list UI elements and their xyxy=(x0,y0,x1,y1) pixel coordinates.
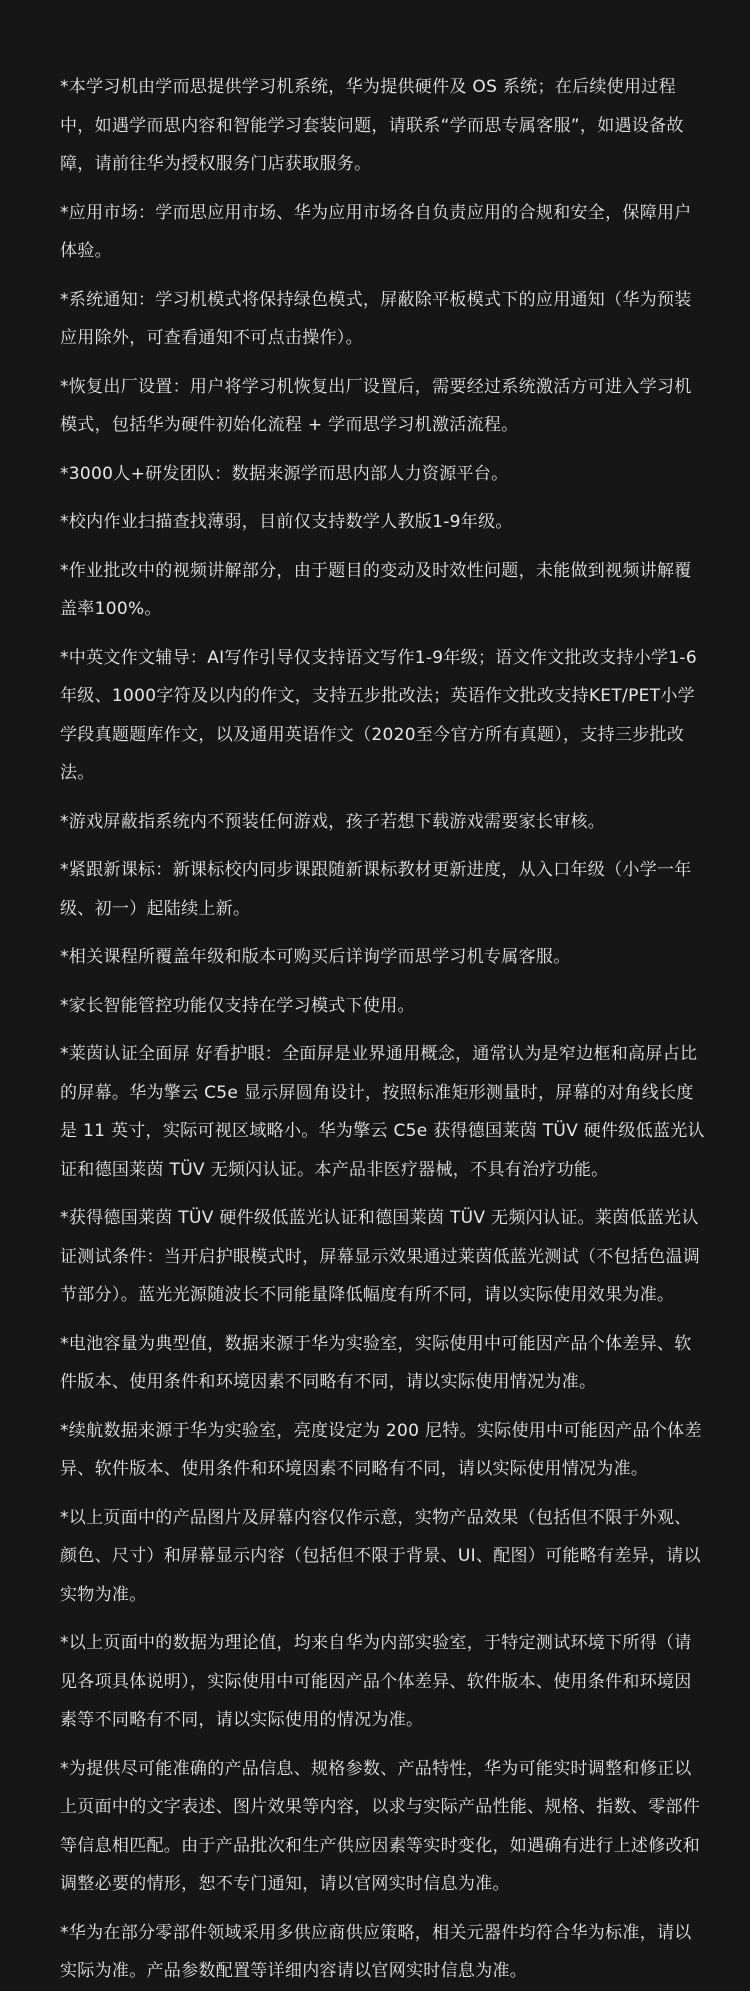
note-video-explanation: *作业批改中的视频讲解部分，由于题目的变动及时效性问题，未能做到视频讲解覆盖率100%。 xyxy=(60,560,692,619)
note-factory-reset: *恢复出厂设置：用户将学习机恢复出厂设置后，需要经过系统激活方可进入学习机模式，包括华为硬件初始化流程 + 学而思学习机激活流程。 xyxy=(60,376,692,435)
note-learning-system: *本学习机由学而思提供学习机系统，华为提供硬件及 OS 系统；在后续使用过程中，如遇学而思内容和智能学习套装问题，请联系“学而思专属客服”，如遇设备故障，请前往华为授权服务门店获取服务。 xyxy=(60,77,684,174)
note-battery-life: *续航数据来源于华为实验室，亮度设定为 200 尼特。实际使用中可能因产品个体差异、软件版本、使用条件和环境因素不同略有不同，请以实际使用情况为准。 xyxy=(60,1420,702,1479)
note-low-blue-light: *获得德国莱茵 TÜV 硬件级低蓝光认证和德国莱茵 TÜV 无频闪认证。莱茵低蓝光认证测试条件：当开启护眼模式时，屏幕显示效果通过莱茵低蓝光测试（不包括色温调节部分）。蓝光光源随波长不同能量降低幅度有所不同，请以实际使用效果为准。 xyxy=(60,1208,701,1305)
note-system-notification: *系统通知：学习机模式将保持绿色模式，屏蔽除平板模式下的应用通知（华为预装应用除外，可查看通知不可点击操作）。 xyxy=(60,289,692,348)
note-course-coverage: *相关课程所覆盖年级和版本可购买后详询学而思学习机专属客服。 xyxy=(60,947,571,967)
note-rd-team: *3000人+研发团队：数据来源学而思内部人力资源平台。 xyxy=(60,463,509,484)
note-parental-control: *家长智能管控功能仅支持在学习模式下使用。 xyxy=(60,995,415,1016)
note-essay-tutoring: *中英文作文辅导：AI写作引导仅支持语文写作1-9年级；语文作文批改支持小学1-6年级、1000字符及以内的作文，支持五步批改法；英语作文批改支持KET/PET小学学段真题题库作文，以及通用英语作文（2020至今官方所有真题），支持三步批改法。 xyxy=(60,647,697,783)
note-battery-capacity: *电池容量为典型值，数据来源于华为实验室，实际使用中可能因产品个体差异、软件版本、使用条件和环境因素不同略有不同，请以实际使用情况为准。 xyxy=(60,1333,692,1392)
note-homework-scan: *校内作业扫描查找薄弱，目前仅支持数学人教版1-9年级。 xyxy=(60,512,513,532)
note-full-screen: *莱茵认证全面屏 好看护眼：全面屏是业界通用概念，通常认为是窄边框和高屏占比的屏幕。华为擎云 C5e 显示屏圆角设计，按照标准矩形测量时，屏幕的对角线长度是 11 英寸，实际可视区域略小。华为擎云 C5e 获得德国莱茵 TÜV 硬件级低蓝光认证和德国莱茵 TÜV 无频闪认证。本产品非医疗器械，不具有治疗功能。 xyxy=(60,1044,705,1180)
note-multi-supplier: *华为在部分零部件领域采用多供应商供应策略，相关元器件均符合华为标准，请以实际为准。产品参数配置等详细内容请以官网实时信息为准。 xyxy=(60,1922,692,1981)
note-app-market: *应用市场：学而思应用市场、华为应用市场各自负责应用的合规和安全，保障用户体验。 xyxy=(60,202,692,261)
note-content-adjustment: *为提供尽可能准确的产品信息、规格参数、产品特性，华为可能实时调整和修正以上页面中的文字表述、图片效果等内容，以求与实际产品性能、规格、指数、零部件等信息相匹配。由于产品批次和生产供应因素等实时变化，如遇确有进行上述修改和调整必要的情形，恕不专门通知，请以官网实时信息为准。 xyxy=(60,1758,701,1894)
note-theoretical-values: *以上页面中的数据为理论值，均来自华为内部实验室，于特定测试环境下所得（请见各项具体说明），实际使用中可能因产品个体差异、软件版本、使用条件和环境因素等不同略有不同，请以实际使用的情况为准。 xyxy=(60,1633,692,1730)
note-game-blocking: *游戏屏蔽指系统内不预装任何游戏，孩子若想下载游戏需要家长审核。 xyxy=(60,811,606,832)
note-product-images: *以上页面中的产品图片及屏幕内容仅作示意，实物产品效果（包括但不限于外观、颜色、尺寸）和屏幕显示内容（包括但不限于背景、UI、配图）可能略有差异，请以实物为准。 xyxy=(60,1507,701,1605)
note-new-curriculum: *紧跟新课标：新课标校内同步课跟随新课标教材更新进度，从入口年级（小学一年级、初一）起陆续上新。 xyxy=(60,860,692,919)
